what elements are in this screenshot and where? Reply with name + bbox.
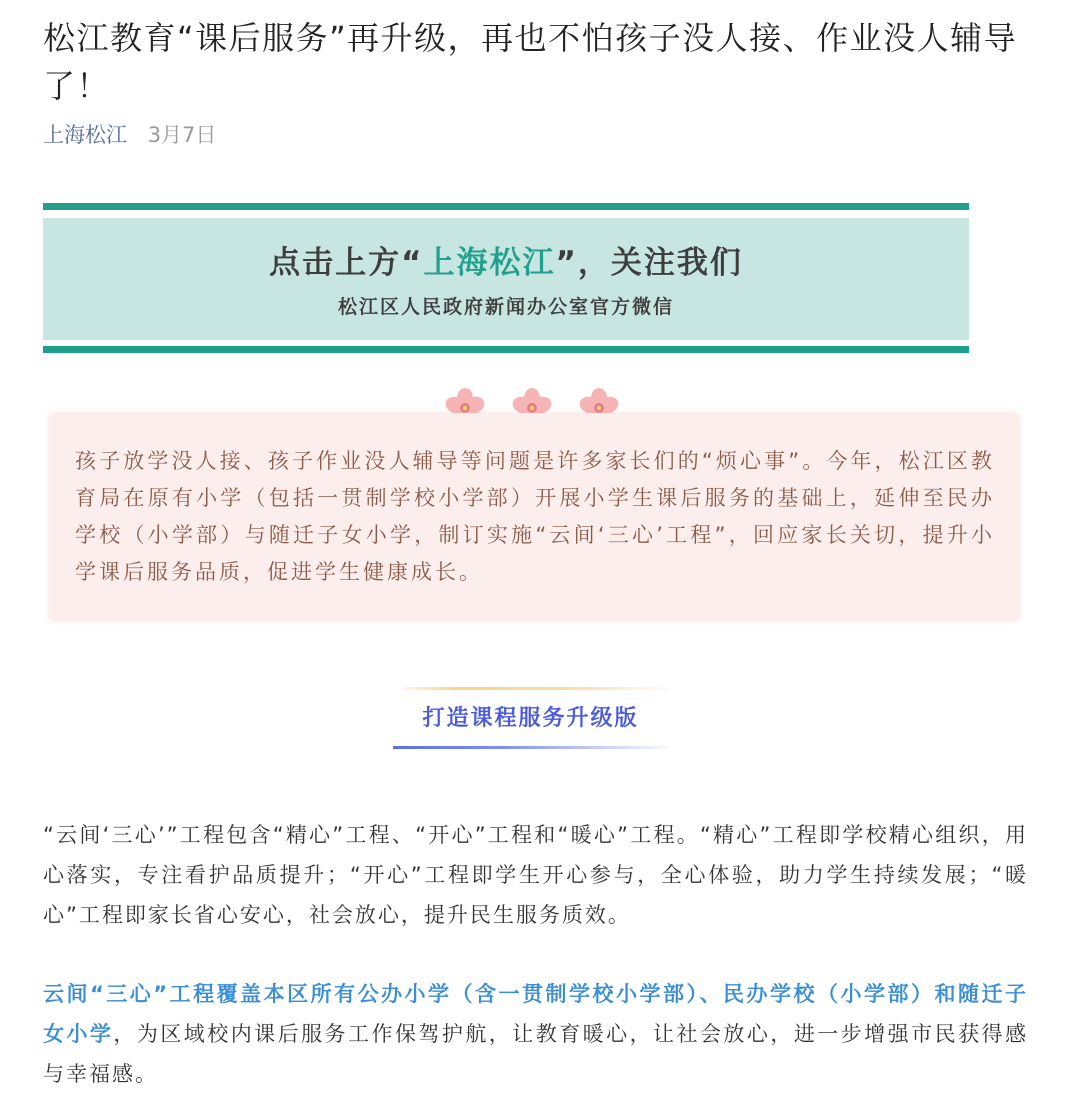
section-title: 打造课程服务升级版 (422, 706, 639, 731)
highlighted-text: 云间“三心”工程覆盖本区所有公办小学（含一贯制学校小学部）、民办学校（小学部）和随迁子女小学 (43, 982, 1028, 1046)
banner-bottom-bar (43, 346, 969, 353)
banner-headline-account: 上海松江 (423, 245, 556, 281)
body-paragraph (43, 974, 1028, 1094)
banner-headline-prefix: 点击上方“ (269, 245, 424, 281)
section-bottom-divider (393, 746, 668, 749)
follow-banner (43, 203, 969, 354)
section-heading (393, 687, 668, 753)
intro-text: 孩子放学没人接、孩子作业没人辅导等问题是许多家长们的“烦心事”。今年，松江区教育局在原有小学（包括一贯制学校小学部）开展小学生课后服务的基础上，延伸至民办学校（小学部）与随迁子女小学，制订实施“云间‘三心’工程”，回应家长关切，提升小学课后服务品质，促进学生健康成长。 (75, 449, 995, 584)
publish-date: 3月7日 (147, 123, 217, 147)
intro-box (49, 413, 1019, 621)
banner-panel (43, 218, 969, 340)
article-title: 松江教育“课后服务”再升级，再也不怕孩子没人接、作业没人辅导了！ (43, 19, 1018, 105)
banner-headline-suffix: ”，关注我们 (555, 245, 743, 281)
account-name-link[interactable]: 上海松江 (43, 123, 127, 147)
section-top-divider (403, 687, 668, 690)
banner-subtitle: 松江区人民政府新闻办公室官方微信 (337, 296, 674, 318)
banner-headline (43, 243, 969, 283)
banner-top-bar (43, 203, 969, 210)
body-paragraph: “云间‘三心’”工程包含“精心”工程、“开心”工程和“暖心”工程。“精心”工程即学校精心组织，用心落实，专注看护品质提升；“开心”工程即学生开心参与，全心体验，助力学生持续发展；“暖心”工程即家长省心安心，社会放心，提升民生服务质效。 (43, 823, 1028, 927)
article-meta (43, 120, 216, 150)
body-text: ，为区域校内课后服务工作保驾护航，让教育暖心，让社会放心，进一步增强市民获得感与幸福感。 (43, 1022, 1028, 1086)
